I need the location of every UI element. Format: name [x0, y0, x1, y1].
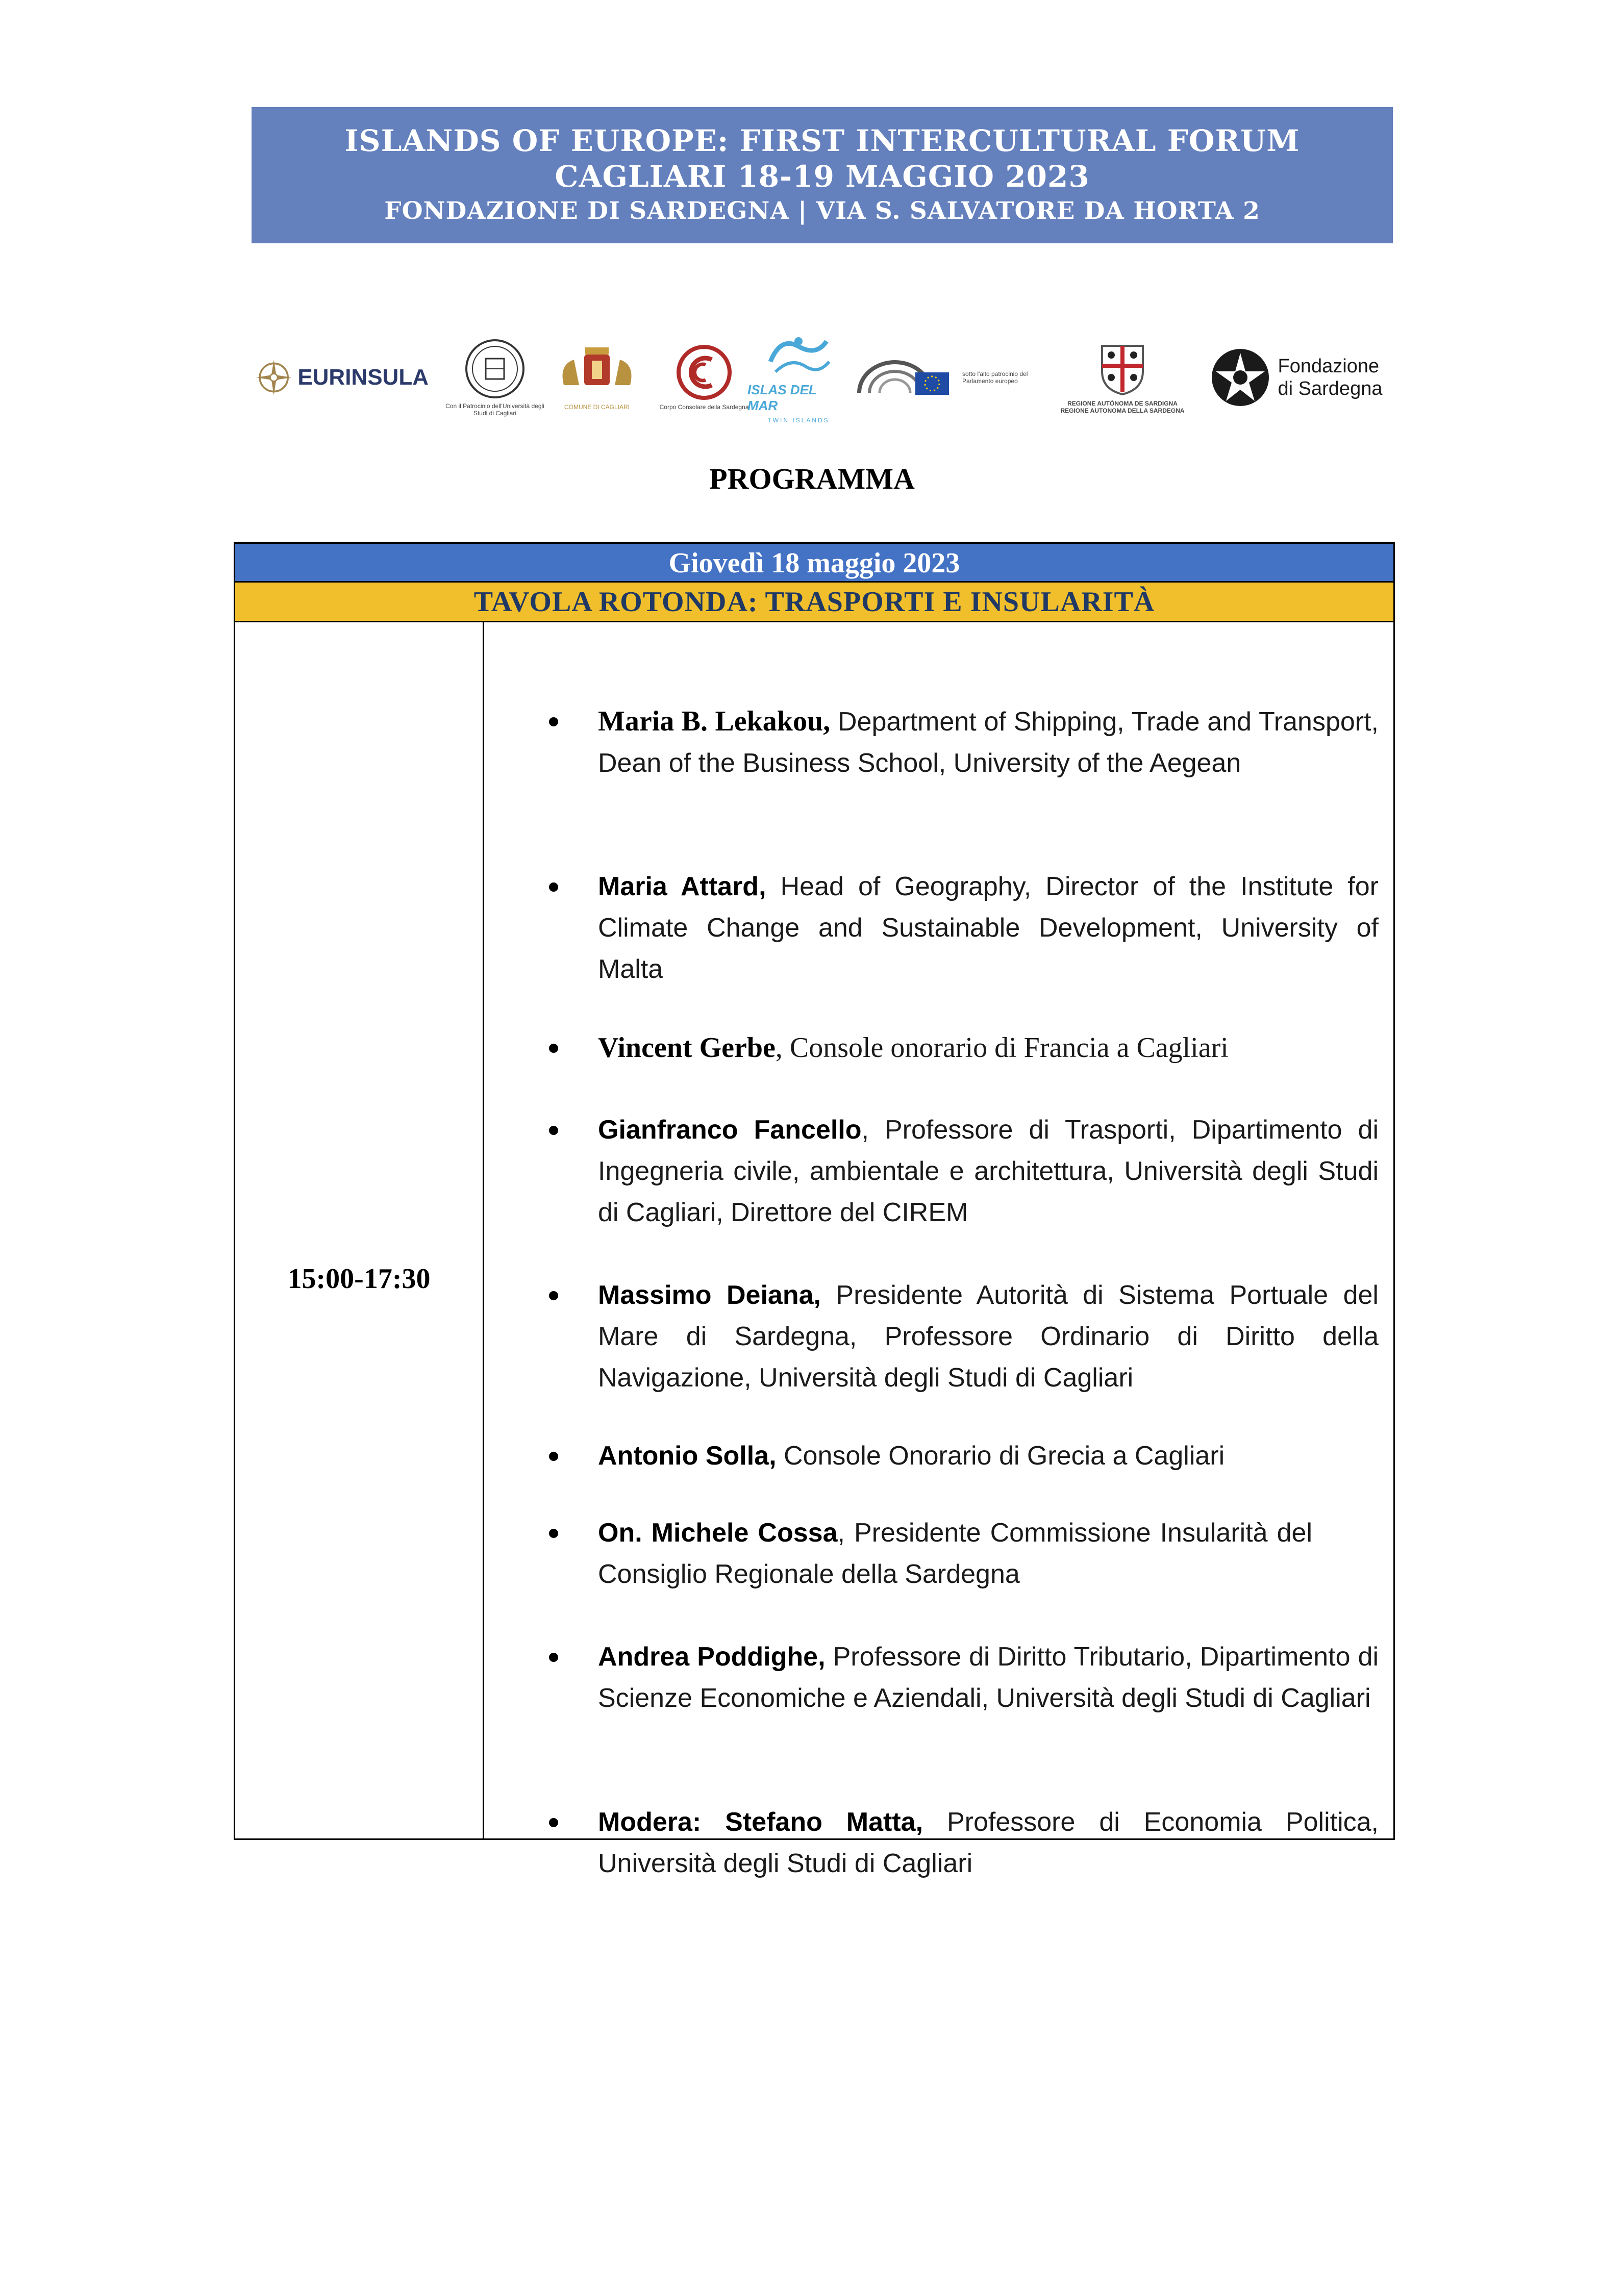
islas-waves-icon: [760, 331, 837, 382]
fondazione-line2: di Sardegna: [1278, 378, 1383, 399]
speaker-name: Modera: Stefano Matta,: [598, 1807, 923, 1837]
fondazione-sardegna-logo: [1199, 326, 1393, 428]
eurinsula-logo: [255, 326, 429, 428]
speaker-name: Maria B. Lekakou,: [598, 705, 831, 737]
eurinsula-wordmark: EURINSULA: [297, 365, 429, 390]
bullet-icon: [548, 866, 559, 907]
bullet-icon: [548, 1636, 559, 1678]
forum-venue: FONDAZIONE DI SARDEGNA | VIA S. SALVATORE DA HORTA 2: [384, 196, 1260, 225]
comune-logo: [541, 326, 653, 428]
city-crest-icon: [554, 344, 640, 400]
regione-caption: REGIONE AUTÒNOMA DE SARDIGNA REGIONE AUTONOMA DELLA SARDEGNA: [1060, 400, 1185, 414]
speaker-description: Professore di Economia Politica, Università degli Studi di Cagliari: [598, 1807, 1379, 1878]
bullet-icon: [548, 1275, 559, 1316]
speaker-description: , Console onorario di Francia a Cagliari: [775, 1032, 1229, 1064]
parliament-caption: sotto l'alto patrocinio del Parlamento europeo: [962, 370, 1028, 385]
comune-caption: COMUNE DI CAGLIARI: [564, 403, 630, 411]
session-header: TAVOLA ROTONDA: TRASPORTI E INSULARITÀ: [235, 583, 1393, 622]
parliament-hemicycle-icon: [854, 352, 956, 403]
bullet-icon: [548, 1109, 559, 1151]
speaker-description: Presidente Autorità di Sistema Portuale del Mare di Sardegna, Professore Ordinario di Diritto della Navigazione, Università degli Studi di Cagliari: [598, 1280, 1379, 1393]
university-seal-icon: [464, 338, 526, 399]
speaker-name: On. Michele Cossa: [598, 1518, 838, 1548]
speaker-description: Console Onorario di Grecia a Cagliari: [783, 1441, 1225, 1471]
islas-caption: TWIN ISLANDS: [767, 417, 830, 424]
forum-title: ISLANDS OF EUROPE: FIRST INTERCULTURAL FORUM: [344, 123, 1300, 158]
speaker-description: Department of Shipping, Trade and Transport, Dean of the Business School, University of the Aegean: [598, 707, 1379, 778]
day-header: Giovedì 18 maggio 2023: [235, 544, 1393, 583]
fondazione-star-icon: [1210, 347, 1271, 408]
islas-name: ISLAS DEL MAR: [747, 382, 817, 413]
speaker-description: Professore di Diritto Tributario, Dipartimento di Scienze Economiche e Aziendali, Università degli Studi di Cagliari: [598, 1642, 1379, 1713]
bullet-icon: [548, 701, 559, 742]
consular-corps-caption: Corpo Consolare della Sardegna: [659, 403, 749, 411]
speaker-name: Vincent Gerbe: [598, 1032, 776, 1064]
fondazione-wordmark: [1278, 355, 1383, 400]
bullet-icon: [548, 1802, 559, 1843]
speaker-list: [484, 622, 1393, 1878]
european-parliament-logo: [852, 326, 1056, 428]
speaker-name: Massimo Deiana,: [598, 1280, 821, 1310]
header-banner: [252, 107, 1393, 243]
four-moors-crest-icon: [1097, 341, 1148, 397]
islas-del-mar-logo: [747, 326, 850, 428]
speaker-name: Maria Attard,: [598, 872, 766, 901]
speaker-description: Head of Geography, Director of the Institute for Climate Change and Sustainable Development, University of Malta: [598, 872, 1379, 984]
bullet-icon: [548, 1512, 559, 1554]
bullet-icon: [548, 1435, 559, 1477]
session-time: 15:00-17:30: [287, 1263, 431, 1295]
university-seal-logo: [444, 326, 546, 428]
consular-corps-icon: [676, 344, 732, 400]
speaker-name: Antonio Solla,: [598, 1441, 777, 1471]
bullet-icon: [548, 1027, 559, 1069]
speaker-name: Andrea Poddighe,: [598, 1642, 826, 1672]
fondazione-line1: Fondazione: [1278, 356, 1380, 377]
compass-rose-icon: [255, 357, 292, 398]
time-cell: [235, 622, 484, 1838]
programme-table: [234, 542, 1395, 1878]
university-caption: Con il Patrocinio dell'Università degli Studi di Cagliari: [445, 402, 544, 417]
speaker-description: , Professore di Trasporti, Dipartimento di Ingegneria civile, ambientale e architettura, Università degli Studi di Cagliari, Direttore del CIREM: [598, 1115, 1379, 1227]
regione-sardegna-logo: [1046, 326, 1199, 428]
speaker-name: Gianfranco Fancello: [598, 1115, 862, 1145]
speaker-description: , Presidente Commissione Insularità del Consiglio Regionale della Sardegna: [598, 1518, 1312, 1589]
page-title: PROGRAMMA: [709, 462, 915, 495]
forum-dates: CAGLIARI 18-19 MAGGIO 2023: [555, 159, 1090, 194]
consular-corps-logo: [653, 326, 755, 428]
sponsor-logos: [250, 326, 1393, 428]
